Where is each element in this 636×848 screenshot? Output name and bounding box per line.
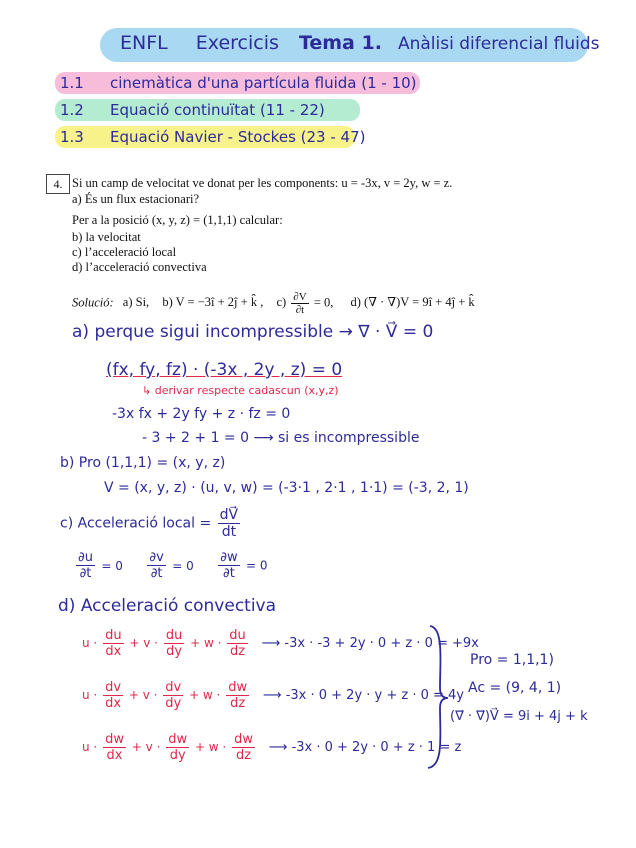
d-row-1-t2-pre: + v ·	[129, 636, 158, 650]
topic-label: Tema 1.	[298, 32, 382, 54]
work-c-partials	[74, 550, 268, 581]
d-row-1-result: ⟶ -3x · -3 + 2y · 0 + z · 0 = +9x	[261, 636, 479, 651]
d-row-1-t1-pre: u ·	[82, 636, 98, 650]
partial-v-num: ∂v	[149, 550, 164, 565]
problem-item-c: c) l’acceleració local	[72, 245, 177, 259]
problem-line-2: a) És un flux estacionari?	[72, 192, 200, 206]
toc-num: 1.2	[60, 101, 84, 119]
d-row-1-t1-frac	[103, 628, 124, 659]
toc-num: 1.3	[60, 128, 84, 146]
work-c-title	[60, 507, 242, 540]
d-row-1-t3-num: du	[229, 628, 246, 643]
d-row-2-t1-pre: u ·	[82, 688, 98, 702]
solution-label: Solució:	[72, 295, 114, 310]
work-c-num: dV⃗	[219, 507, 239, 523]
work-a-note: ↳ derivar respecte cadascun (x,y,z)	[142, 384, 339, 397]
d-row-3-t2-frac	[166, 732, 189, 763]
d-row-2	[82, 680, 464, 711]
d-row-3-t2-pre: + v ·	[131, 740, 161, 754]
d-row-3-t3-frac	[232, 732, 255, 763]
solution-c-num: ∂V	[293, 291, 307, 303]
summary-pro: Pro = 1,1,1)	[470, 652, 554, 668]
d-row-1-t2-num: du	[165, 628, 183, 643]
toc-num: 1.1	[60, 74, 84, 92]
d-row-1-t3-pre: + w ·	[190, 636, 222, 650]
problem-line-3: Per a la posició (x, y, z) = (1,1,1) calcular:	[72, 213, 283, 227]
summary-convective: (∇⃗ · ∇⃗)V⃗ = 9i + 4j + k	[450, 709, 588, 724]
d-row-2-t2-num: dv	[165, 680, 182, 695]
page-title	[120, 32, 600, 54]
d-row-1-t1-num: du	[105, 628, 122, 643]
partial-w-val: = 0	[246, 558, 268, 573]
d-row-2-t1-frac	[103, 680, 123, 711]
d-row-3-t2-den: dy	[169, 748, 186, 763]
d-row-2-t2-den: dy	[165, 696, 182, 711]
d-row-3-t1-frac	[103, 732, 126, 763]
d-row-2-t3-den: dz	[230, 696, 246, 711]
work-d-title: d) Acceleració convectiva	[58, 596, 277, 616]
problem-item-d: d) l’acceleració convectiva	[72, 260, 207, 274]
d-row-3-t3-pre: + w ·	[194, 740, 227, 754]
solution-b: b) V = −3î + 2ĵ + k̂ ,	[162, 295, 264, 310]
d-row-2-result: ⟶ -3x · 0 + 2y · y + z · 0 = 4y	[262, 688, 464, 703]
problem-line-1: Si un camp de velocitat ve donat per les components: u = -3x, v = 2y, w = z.	[72, 176, 453, 190]
partial-u-num: ∂u	[78, 550, 93, 565]
d-row-3-t1-num: dw	[105, 732, 124, 747]
d-row-1-t1-den: dx	[105, 644, 122, 659]
d-row-2-t1-den: dx	[105, 696, 122, 711]
solution-c-post: = 0,	[313, 295, 334, 310]
partial-v-val: = 0	[172, 558, 194, 573]
partial-u-val: = 0	[101, 558, 123, 573]
partial-v-den: ∂t	[150, 566, 163, 581]
problem-number: 4.	[46, 174, 70, 194]
work-a-line1: (fx, fy, fz) · (-3x , 2y , z) = 0	[106, 360, 343, 380]
d-row-3-t3-den: dz	[235, 748, 252, 763]
d-row-1	[82, 628, 479, 659]
d-row-1-t2-frac	[164, 628, 185, 659]
work-b-line2: V = (x, y, z) · (u, v, w) = (-3·1 , 2·1 , 1·1) = (-3, 2, 1)	[104, 480, 469, 496]
toc-text: cinemàtica d'una partícula fluida (1 - 10)	[110, 74, 417, 92]
partial-v-fraction	[147, 550, 165, 581]
d-row-3-t3-num: dw	[234, 732, 253, 747]
partial-w-fraction	[218, 550, 239, 581]
exercises-label: Exercicis	[195, 32, 279, 54]
work-b-line1: b) Pro (1,1,1) = (x, y, z)	[60, 455, 226, 471]
work-a-line3: - 3 + 2 + 1 = 0 ⟶ si es incompressible	[142, 430, 420, 446]
d-row-3-result: ⟶ -3x · 0 + 2y · 0 + z · 1 = z	[268, 740, 462, 755]
course-code: ENFL	[120, 32, 168, 54]
problem-item-b: b) la velocitat	[72, 230, 141, 244]
solution-c-den: ∂t	[295, 304, 305, 316]
subject-label: Anàlisi diferencial fluids	[397, 34, 600, 54]
partial-u-den: ∂t	[79, 566, 92, 581]
d-row-2-t2-frac	[163, 680, 183, 711]
d-row-2-t3-pre: + w ·	[189, 688, 221, 702]
d-row-1-t3-den: dz	[230, 644, 246, 659]
d-row-1-t2-den: dy	[166, 644, 183, 659]
toc-item-3	[60, 128, 365, 146]
toc-item-1	[60, 74, 417, 92]
partial-w-num: ∂w	[220, 550, 238, 565]
solution-a: a) Si,	[122, 295, 150, 310]
work-a-title: a) perque sigui incompressible → ∇ · V⃗ = 0	[72, 322, 434, 342]
d-row-2-t3-num: dw	[228, 680, 248, 695]
toc-text: Equació continuïtat (11 - 22)	[110, 101, 325, 119]
partial-w-den: ∂t	[223, 566, 235, 581]
partial-u-fraction	[76, 550, 95, 581]
d-row-1-t3-frac	[227, 628, 248, 659]
work-c-den: dt	[221, 524, 237, 540]
d-row-2-t2-pre: + v ·	[128, 688, 158, 702]
summary-ac: Ac = (9, 4, 1)	[468, 680, 562, 696]
d-row-2-t3-frac	[226, 680, 249, 711]
solution-c-fraction	[291, 291, 308, 316]
d-row-3-t1-pre: u ·	[82, 740, 98, 754]
d-row-3	[82, 732, 461, 763]
toc-item-2	[60, 101, 325, 119]
toc-text: Equació Navier - Stockes (23 - 47)	[110, 128, 366, 146]
curly-brace-icon	[424, 622, 454, 772]
solution-d: d) (∇ · ∇)V = 9î + 4ĵ + k̂	[350, 295, 475, 310]
work-c-fraction	[218, 507, 240, 540]
d-row-3-t2-num: dw	[168, 732, 188, 747]
d-row-3-t1-den: dx	[106, 748, 123, 763]
solution-line	[72, 291, 475, 316]
work-c-title-text: c) Acceleració local =	[60, 515, 212, 532]
d-row-2-t1-num: dv	[105, 680, 122, 695]
work-a-line2: -3x fx + 2y fy + z · fz = 0	[112, 406, 291, 422]
solution-c-pre: c)	[276, 295, 287, 310]
